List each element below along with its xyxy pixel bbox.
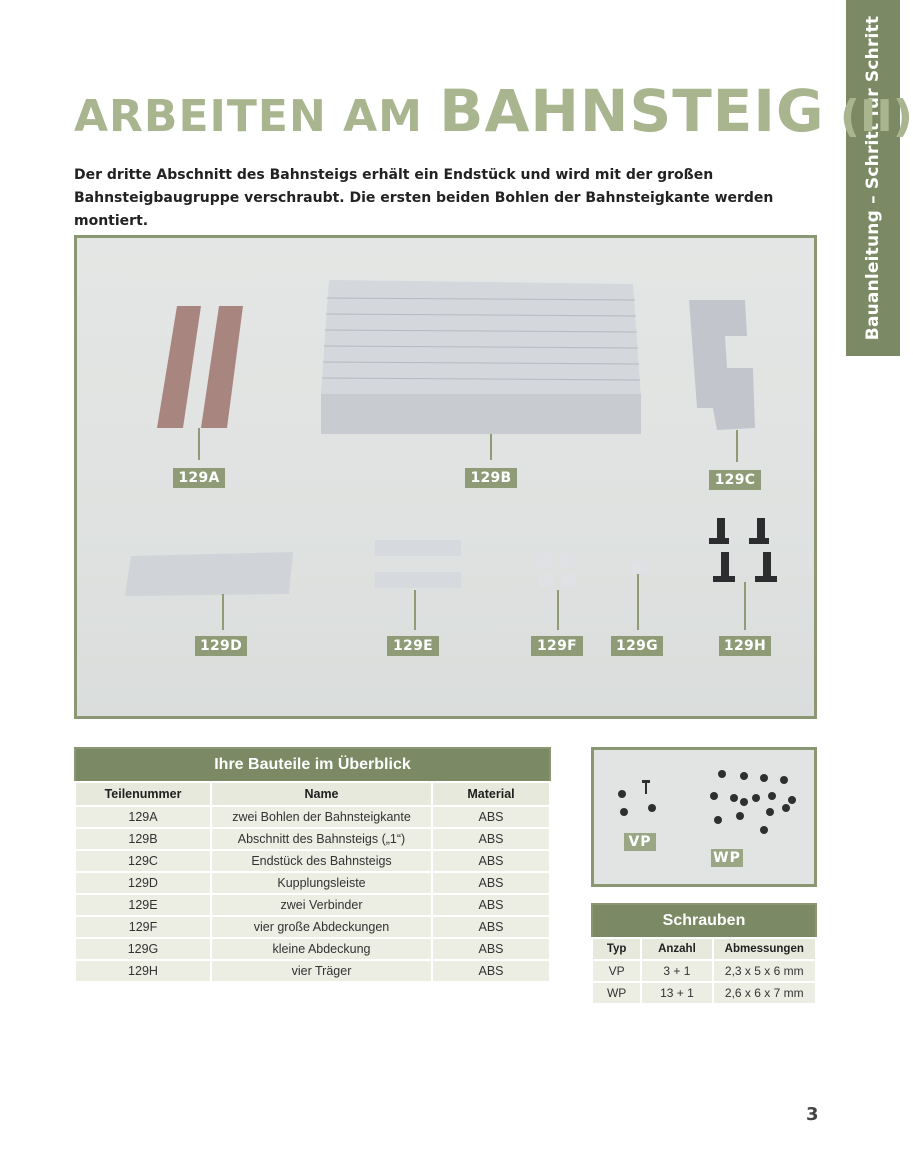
- part-129c: [689, 300, 755, 462]
- part-129g: [629, 562, 647, 630]
- table-row: [75, 850, 550, 872]
- cell: 3 + 1: [641, 960, 712, 982]
- part-129e: [375, 540, 461, 630]
- col-typ: Typ: [592, 938, 641, 960]
- screws-illustration: [594, 750, 814, 884]
- table-row: [75, 894, 550, 916]
- parts-table-header: [75, 782, 550, 806]
- cell: vier große Abdeckungen: [211, 916, 432, 938]
- table-row: [75, 806, 550, 828]
- label-129d: 129D: [195, 636, 247, 656]
- label-129a: 129A: [173, 468, 225, 488]
- section-tab: [846, 0, 900, 356]
- screws-table-title: Schrauben: [591, 903, 817, 937]
- cell: 129A: [75, 806, 211, 828]
- cell: ABS: [432, 828, 550, 850]
- parts-table-title: Ihre Bauteile im Überblick: [74, 747, 551, 781]
- cell: vier Träger: [211, 960, 432, 982]
- cell: Abschnitt des Bahnsteigs („1“): [211, 828, 432, 850]
- cell: Kupplungsleiste: [211, 872, 432, 894]
- label-129g: 129G: [611, 636, 663, 656]
- col-name: Name: [211, 782, 432, 806]
- cell: ABS: [432, 916, 550, 938]
- cell: ABS: [432, 938, 550, 960]
- cell: 129F: [75, 916, 211, 938]
- table-row: [592, 960, 816, 982]
- table-row: [75, 938, 550, 960]
- cell: 129G: [75, 938, 211, 960]
- screws-photo: [591, 747, 817, 887]
- cell: 129D: [75, 872, 211, 894]
- screws-vp: [618, 780, 656, 816]
- part-129f: [537, 554, 576, 630]
- title-part-1: ARBEITEN AM: [74, 91, 440, 142]
- cell: zwei Bohlen der Bahnsteigkante: [211, 806, 432, 828]
- col-abmessungen: Abmessungen: [713, 938, 816, 960]
- cell: VP: [592, 960, 641, 982]
- title-part-2: BAHNSTEIG: [439, 77, 825, 145]
- col-anzahl: Anzahl: [641, 938, 712, 960]
- label-129f: 129F: [531, 636, 583, 656]
- parts-photo: [74, 235, 817, 719]
- parts-table: [74, 747, 551, 983]
- table-row: [592, 982, 816, 1004]
- cell: zwei Verbinder: [211, 894, 432, 916]
- cell: Endstück des Bahnsteigs: [211, 850, 432, 872]
- cell: ABS: [432, 960, 550, 982]
- table-row: [75, 960, 550, 982]
- intro-text: Der dritte Abschnitt des Bahnsteigs erhält ein Endstück und wird mit der großen Bahnsteigbaugruppe verschraubt. Die ersten beiden Bohlen der Bahnsteigkante werden montiert.: [74, 167, 774, 229]
- cell: 129E: [75, 894, 211, 916]
- cell: 2,6 x 6 x 7 mm: [713, 982, 816, 1004]
- cell: 129B: [75, 828, 211, 850]
- cell: ABS: [432, 850, 550, 872]
- label-vp: VP: [624, 833, 656, 851]
- label-129e: 129E: [387, 636, 439, 656]
- label-129h: 129H: [719, 636, 771, 656]
- label-129b: 129B: [465, 468, 517, 488]
- screws-table-header: [592, 938, 816, 960]
- section-tab-label: Bauanleitung – Schritt für Schritt: [863, 15, 884, 341]
- cell: 129H: [75, 960, 211, 982]
- cell: kleine Abdeckung: [211, 938, 432, 960]
- cell: ABS: [432, 894, 550, 916]
- cell: 2,3 x 5 x 6 mm: [713, 960, 816, 982]
- table-row: [75, 828, 550, 850]
- col-teilenummer: Teilenummer: [75, 782, 211, 806]
- screws-wp: [710, 770, 796, 834]
- label-wp: WP: [711, 849, 743, 867]
- title-part-3: (II): [824, 91, 913, 142]
- part-129d: [125, 552, 293, 630]
- page-title: [74, 77, 913, 145]
- part-129h: [709, 518, 777, 630]
- cell: 129C: [75, 850, 211, 872]
- cell: ABS: [432, 806, 550, 828]
- table-row: [75, 916, 550, 938]
- cell: ABS: [432, 872, 550, 894]
- table-row: [75, 872, 550, 894]
- part-129a: [157, 306, 243, 460]
- page-number: 3: [806, 1104, 819, 1125]
- part-129b: [321, 280, 641, 460]
- cell: 13 + 1: [641, 982, 712, 1004]
- col-material: Material: [432, 782, 550, 806]
- label-129c: 129C: [709, 470, 761, 490]
- cell: WP: [592, 982, 641, 1004]
- screws-table: [591, 903, 817, 1005]
